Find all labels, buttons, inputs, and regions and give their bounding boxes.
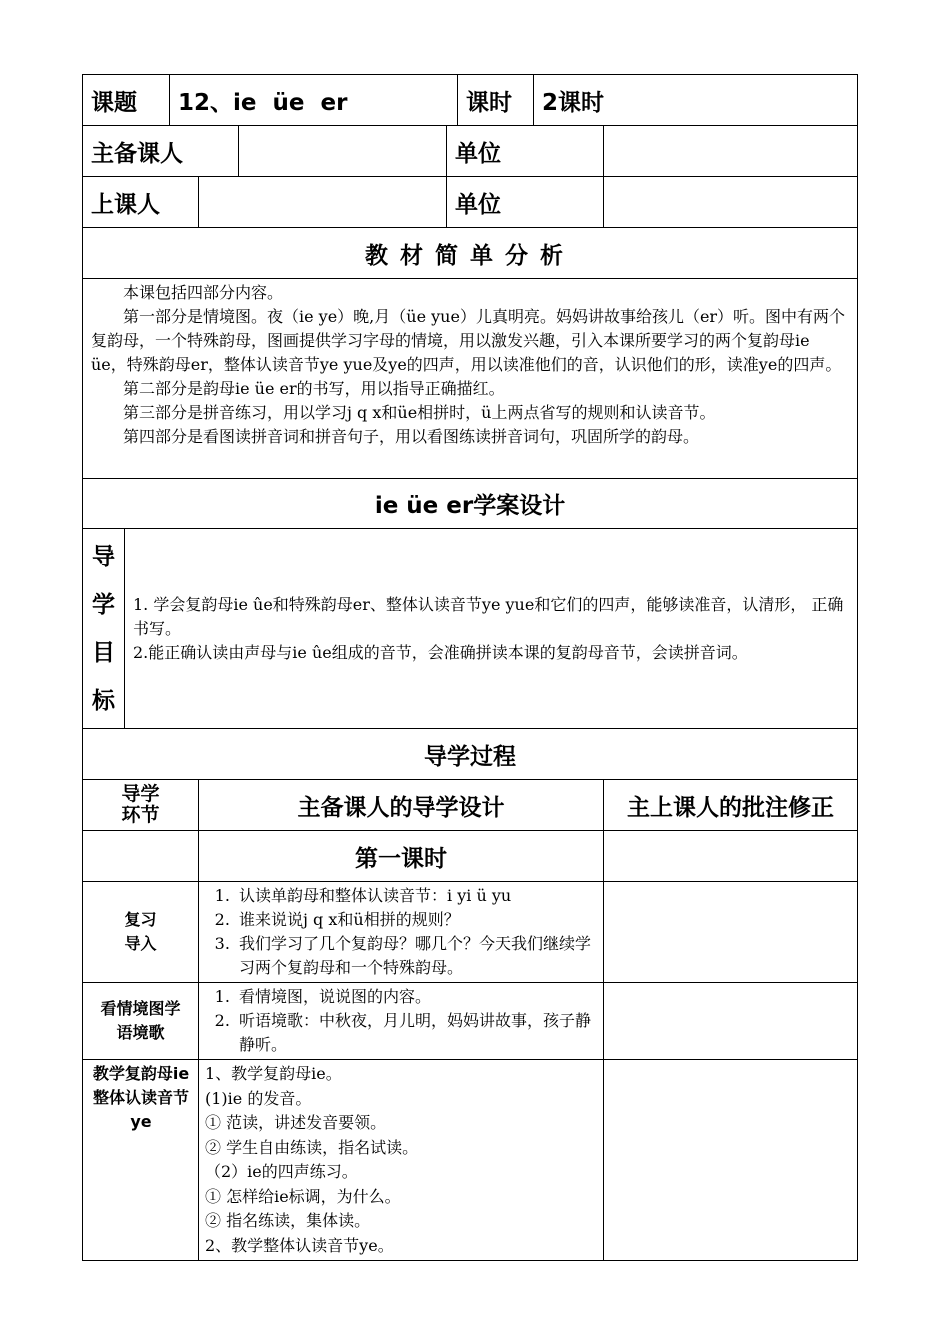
lesson-plan-table	[82, 74, 858, 1261]
list-item: 3. 我们学习了几个复韵母？哪几个？今天我们继续学习两个复韵母和一个特殊韵母。	[235, 932, 597, 980]
notes-cell	[604, 882, 858, 983]
period-value: 2课时	[534, 75, 858, 126]
design-teach-ie	[199, 1060, 604, 1261]
analysis-paragraph: 第三部分是拼音练习，用以学习j q x和üe相拼时，ü上两点省写的规则和认读音节。	[123, 403, 716, 422]
scene-list	[205, 985, 597, 1057]
step-line: （2）ie的四声练习。	[205, 1162, 358, 1181]
topic-label: 课题	[83, 75, 170, 126]
unit-value	[604, 126, 858, 177]
goals-label-char: 学	[92, 591, 115, 618]
goals-label-char: 标	[92, 687, 115, 714]
goals-label	[83, 529, 125, 729]
step-line: (1)ie 的发音。	[205, 1088, 312, 1108]
analysis-paragraph: 第一部分是情境图。夜（ie ye）晚,月（üe yue）儿真明亮。妈妈讲故事给孩儿（er）听。图中有两个复韵母，一个特殊韵母，图画提供学习字母的情境，用以激发兴趣，引入本课所要学习的两个复韵母ie üe，特殊韵母er，整体认读音节ye yue及ye的四声，用以读准他们的音，认识他们的形，读准ye的四声。	[91, 307, 846, 374]
list-item: 2. 谁来说说j q x和ü相拼的规则？	[235, 908, 597, 932]
topic-value: 12、ie üe er	[170, 75, 458, 126]
teacher-label: 上课人	[83, 177, 199, 228]
period-label: 课时	[458, 75, 534, 126]
lesson-plan	[82, 74, 857, 1261]
goals-label-char: 目	[92, 639, 115, 666]
analysis-title: 教材简单分析	[83, 228, 858, 279]
unit-label: 单位	[447, 126, 604, 177]
design-title: ie üe er学案设计	[83, 479, 858, 529]
analysis-paragraph: 第二部分是韵母ie üe er的书写，用以指导正确描红。	[123, 379, 505, 398]
goal-item: 1. 学会复韵母ie ûe和特殊韵母er、整体认读音节ye yue和它们的四声，能够读准音，认清形， 正确书写。	[133, 594, 844, 638]
notes-cell	[604, 983, 858, 1060]
step-line: ② 学生自由练读，指名试读。	[205, 1137, 419, 1157]
design-column-header: 主备课人的导学设计	[199, 780, 604, 831]
notes-cell	[604, 831, 858, 882]
list-item: 1. 看情境图，说说图的内容。	[235, 985, 597, 1009]
list-item: 1. 认读单韵母和整体认读音节：i yi ü yu	[235, 884, 597, 908]
lead-teacher-value	[239, 126, 447, 177]
design-scene	[199, 983, 604, 1060]
unit-value	[604, 177, 858, 228]
review-list	[205, 884, 597, 980]
goals-body	[125, 529, 858, 729]
analysis-body	[83, 279, 858, 479]
design-review	[199, 882, 604, 983]
stage-review: 复习导入	[83, 882, 199, 983]
notes-cell	[604, 1060, 858, 1261]
analysis-paragraph: 第四部分是看图读拼音词和拼音句子，用以看图练读拼音词句，巩固所学的韵母。	[123, 427, 700, 446]
step-line: 1、教学复韵母ie。	[205, 1064, 342, 1083]
step-line: ① 范读，讲述发音要领。	[205, 1113, 387, 1132]
lesson-one-title: 第一课时	[199, 831, 604, 882]
stage-cell-empty	[83, 831, 199, 882]
stage-teach-ie: 教学复韵母ie整体认读音节ye	[83, 1060, 199, 1261]
step-line: 2、教学整体认读音节ye。	[205, 1235, 394, 1255]
process-title: 导学过程	[83, 729, 858, 780]
goal-item: 2.能正确认读由声母与ie ûe组成的音节，会准确拼读本课的复韵母音节，会读拼音词。	[133, 642, 748, 662]
lead-teacher-label: 主备课人	[83, 126, 239, 177]
analysis-paragraph: 本课包括四部分内容。	[123, 283, 284, 302]
teacher-value	[199, 177, 447, 228]
step-line: ② 指名练读，集体读。	[205, 1211, 371, 1230]
goals-label-char: 导	[92, 543, 115, 570]
notes-column-header: 主上课人的批注修正	[604, 780, 858, 831]
stage-scene: 看情境图学语境歌	[83, 983, 199, 1060]
stage-column-header: 导学环节	[83, 780, 199, 831]
unit-label: 单位	[447, 177, 604, 228]
list-item: 2. 听语境歌：中秋夜，月儿明，妈妈讲故事，孩子静静听。	[235, 1009, 597, 1057]
step-line: ① 怎样给ie标调，为什么。	[205, 1186, 401, 1206]
